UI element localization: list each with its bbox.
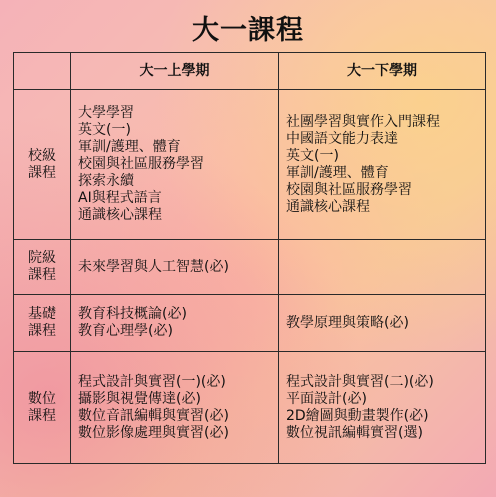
course-item: 軍訓/護理、體育 — [78, 139, 181, 155]
category-cell — [14, 240, 71, 295]
category-cell — [14, 352, 71, 464]
course-item: 通識核心課程 — [286, 198, 370, 215]
category-label: 院級 — [28, 250, 56, 266]
category-label: 課程 — [28, 164, 56, 181]
course-item: 校園與社區服務學習 — [78, 156, 204, 172]
course-item: 程式設計與實習(一)(必) — [78, 373, 226, 390]
category-label: 課程 — [28, 323, 56, 339]
semester2-cell — [279, 90, 486, 240]
semester1-cell — [71, 295, 279, 352]
category-label: 基礎 — [28, 306, 56, 322]
course-item: 平面設計(必) — [286, 390, 367, 407]
course-item: 軍訓/護理、體育 — [286, 164, 389, 181]
course-item: 英文(一) — [78, 122, 131, 138]
course-item: 探索永續 — [78, 173, 134, 189]
corner-cell — [14, 53, 71, 90]
course-table — [13, 52, 486, 464]
table-row-basic-courses — [14, 295, 486, 352]
course-item: 教育心理學(必) — [78, 323, 173, 339]
category-cell — [14, 295, 71, 352]
table-row-college-courses — [14, 240, 486, 295]
semester1-cell — [71, 240, 279, 295]
course-item: 通識核心課程 — [78, 207, 162, 223]
course-item: 數位影像處理與實習(必) — [78, 424, 229, 441]
category-label: 課程 — [28, 267, 56, 283]
semester2-cell — [279, 240, 486, 295]
category-label: 校級 — [28, 147, 56, 164]
semester1-header: 大一上學期 — [71, 53, 279, 90]
course-item: 大學學習 — [78, 105, 134, 121]
page-title: 大一課程 — [192, 15, 304, 46]
semester1-cell — [71, 352, 279, 464]
course-item: 2D繪圖與動畫製作(必) — [286, 407, 429, 424]
semester2-header: 大一下學期 — [279, 53, 486, 90]
table-row-digital-courses — [14, 352, 486, 464]
course-item: 中國語文能力表達 — [286, 130, 398, 147]
table-header-row — [14, 53, 486, 90]
course-item: 未來學習與人工智慧(必) — [78, 258, 229, 275]
course-item: 社團學習與實作入門課程 — [286, 113, 440, 130]
semester2-cell — [279, 352, 486, 464]
course-item: 校園與社區服務學習 — [286, 181, 412, 198]
course-item: 教育科技概論(必) — [78, 306, 187, 322]
course-item: 程式設計與實習(二)(必) — [286, 373, 434, 390]
course-item: 英文(一) — [286, 147, 339, 164]
course-item: 攝影與視覺傳達(必) — [78, 390, 201, 407]
category-label: 數位 — [28, 390, 56, 407]
table-row-school-courses — [14, 90, 486, 240]
semester1-cell — [71, 90, 279, 240]
semester2-cell — [279, 295, 486, 352]
course-item: AI與程式語言 — [78, 190, 162, 206]
category-label: 課程 — [28, 407, 56, 424]
course-item: 數位音訊編輯與實習(必) — [78, 407, 229, 424]
course-item: 教學原理與策略(必) — [286, 314, 409, 331]
course-item: 數位視訊編輯實習(選) — [286, 424, 423, 441]
category-cell — [14, 90, 71, 240]
